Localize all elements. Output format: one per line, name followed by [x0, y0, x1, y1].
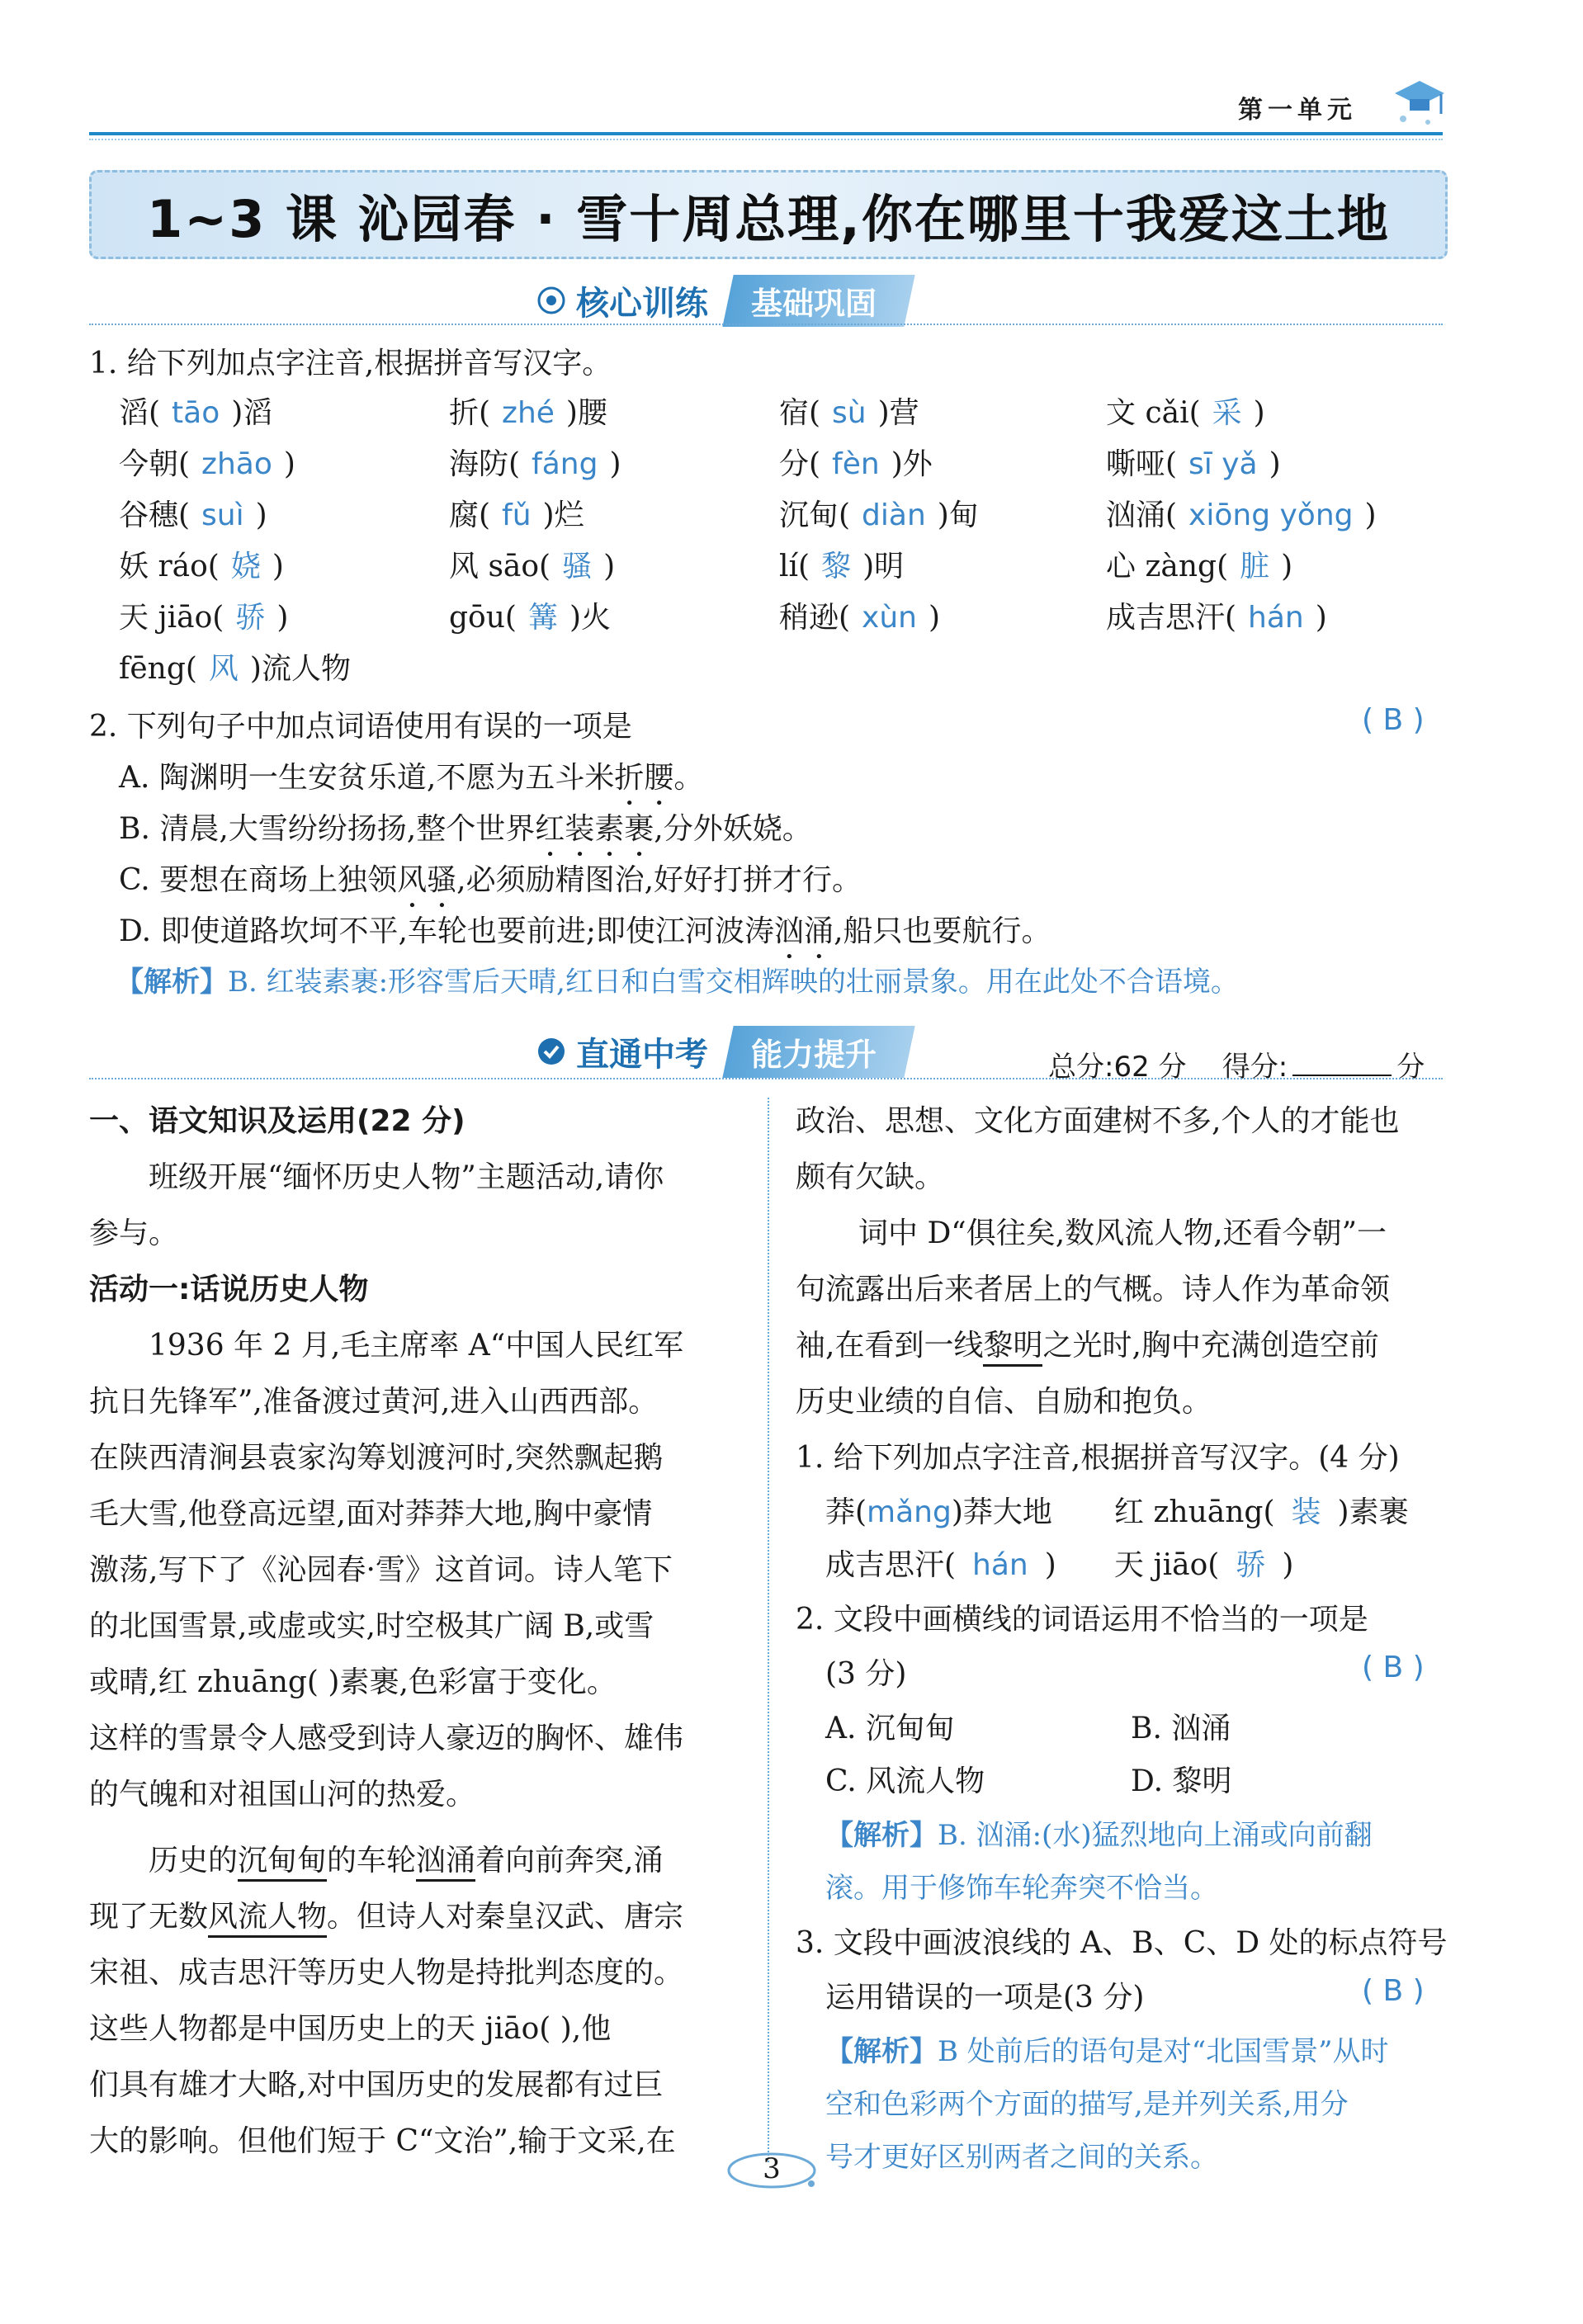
section-subtitle: 能力提升	[751, 1036, 877, 1073]
score-line: 总分:62 分 得分: 分	[1048, 1051, 1425, 1084]
rq1-item: 成吉思汗( hán )	[825, 1548, 1056, 1582]
passage-line: 历史业绩的自信、自励和抱负。	[796, 1385, 1212, 1419]
rq2-explanation-cont: 滚。用于修饰车轮奔突不恰当。	[825, 1872, 1218, 1905]
q1-item: 折( zhé )腰	[449, 396, 607, 430]
section-rule	[89, 324, 1443, 325]
q2-answer: ( B )	[1362, 703, 1425, 737]
q1-answer: sī yǎ	[1188, 447, 1258, 481]
q1-item: 今朝( zhāo )	[119, 447, 295, 481]
passage-line: 宋祖、成吉思汗等历史人物是持批判态度的。	[89, 1956, 684, 1990]
header-rule-dotted	[89, 139, 1443, 140]
passage-line: 袖,在看到一线黎明之光时,胸中充满创造空前	[796, 1322, 1379, 1364]
q1-answer: xiōng yǒng	[1188, 498, 1354, 532]
rq3-answer: ( B )	[1362, 1974, 1425, 2008]
activity-heading: 活动一:话说历史人物	[89, 1273, 369, 1306]
rq3-explanation-cont: 号才更好区别两者之间的关系。	[825, 2141, 1218, 2174]
passage-line: 们具有雄才大略,对中国历史的发展都有过巨	[89, 2068, 664, 2102]
q1-answer: 采	[1212, 396, 1242, 430]
target-icon	[536, 286, 566, 315]
q1-item: 滔( tāo )滔	[119, 396, 273, 430]
rq1-item: 天 jiāo( 骄 )	[1114, 1548, 1294, 1582]
q1-answer: zhé	[502, 396, 555, 430]
rq1-item: 莽(mǎng)莽大地	[825, 1495, 1052, 1529]
q1-item: 风 sāo( 骚 )	[449, 550, 616, 583]
q1-item: 汹涌( xiōng yǒng )	[1106, 498, 1377, 532]
rq3-explanation-cont: 空和色彩两个方面的描写,是并列关系,用分	[825, 2088, 1349, 2121]
q1-answer: xùn	[862, 601, 917, 635]
q1-item: 嘶哑( sī yǎ )	[1106, 447, 1281, 481]
q1-item: 腐( fǔ )烂	[449, 498, 584, 532]
rq2-option-c: C. 风流人物	[825, 1764, 985, 1798]
section-core-training	[536, 277, 910, 324]
part-heading: 一、语文知识及运用(22 分)	[89, 1104, 465, 1138]
lesson-title: 1~3 课 沁园春 · 雪十周总理,你在哪里十我爱这土地	[147, 188, 1390, 249]
passage-line: 大的影响。但他们短于 C“文治”,输于文采,在	[89, 2124, 676, 2158]
passage-line: 这些人物都是中国历史上的天 jiāo( ),他	[89, 2012, 612, 2046]
rq1-stem: 1. 给下列加点字注音,根据拼音写汉字。(4 分)	[796, 1441, 1400, 1475]
q1-answer: 娆	[230, 550, 261, 583]
passage-line: 词中 D“俱往矣,数风流人物,还看今朝”一	[858, 1216, 1387, 1250]
q1-item: fēng( 风 )流人物	[119, 652, 351, 686]
q1-item: gōu( 篝 )火	[449, 601, 612, 635]
rq2-answer: ( B )	[1362, 1651, 1425, 1684]
passage-line: 这样的雪景令人感受到诗人豪迈的胸怀、雄伟	[89, 1722, 684, 1755]
passage-line: 历史的沉甸甸的车轮汹涌着向前奔突,涌	[149, 1837, 664, 1879]
passage-line: 抗日先锋军”,准备渡过黄河,进入山西西部。	[89, 1385, 659, 1419]
rq2-option-b: B. 汹涌	[1131, 1712, 1231, 1745]
q1-answer: hán	[1248, 601, 1304, 635]
q2-option-b: B. 清晨,大雪纷纷扬扬,整个世界红装素裹,分外妖娆。	[119, 812, 812, 846]
q1-item: 天 jiāo( 骄 )	[119, 601, 289, 635]
q1-item: 心 zàng( 脏 )	[1106, 550, 1293, 583]
passage-line: 或晴,红 zhuāng( )素裹,色彩富于变化。	[89, 1665, 617, 1699]
rq2-explanation: 【解析】B. 汹涌:(水)猛烈地向上涌或向前翻	[825, 1819, 1373, 1852]
q1-answer: 风	[208, 652, 239, 686]
q1-answer: 脏	[1240, 550, 1270, 583]
rq2-score: (3 分)	[825, 1657, 907, 1691]
passage-line: 1936 年 2 月,毛主席率 A“中国人民红军	[149, 1329, 684, 1363]
q1-answer: zhāo	[201, 447, 272, 481]
q1-item: 文 cǎi( 采 )	[1106, 396, 1265, 430]
passage-line: 现了无数风流人物。但诗人对秦皇汉武、唐宗	[89, 1893, 683, 1935]
page-number: 3	[763, 2152, 781, 2185]
q1-item: 妖 ráo( 娆 )	[119, 550, 284, 583]
q1-item: 成吉思汗( hán )	[1106, 601, 1327, 635]
q1-answer: diàn	[862, 498, 926, 532]
section-rule	[89, 1078, 1443, 1079]
q1-item: 沉甸( diàn )甸	[779, 498, 979, 532]
rq3-stem-cont: 运用错误的一项是(3 分)	[825, 1981, 1145, 2015]
intro-line: 参与。	[89, 1216, 179, 1250]
q1-answer: suì	[201, 498, 244, 532]
q1-item: lí( 黎 )明	[779, 550, 905, 583]
q1-answer: fáng	[532, 447, 598, 481]
section-exam-prep	[536, 1028, 910, 1075]
q1-answer: fǔ	[502, 498, 532, 532]
q1-item: 宿( sù )营	[779, 396, 919, 430]
rq3-stem: 3. 文段中画波浪线的 A、B、C、D 处的标点符号	[796, 1926, 1448, 1960]
q1-item: 分( fèn )外	[779, 447, 933, 481]
q1-answer: 骚	[562, 550, 593, 583]
section-title: 核心训练	[576, 284, 708, 323]
q1-answer: sù	[832, 396, 867, 430]
passage-line: 的北国雪景,或虚或实,时空极其广阔 B,或雪	[89, 1609, 654, 1643]
passage-line: 激荡,写下了《沁园春·雪》这首词。诗人笔下	[89, 1553, 673, 1587]
q1-item: 稍逊( xùn )	[779, 601, 941, 635]
q1-item: 谷穗( suì )	[119, 498, 267, 532]
intro-line: 班级开展“缅怀历史人物”主题活动,请你	[149, 1160, 664, 1194]
rq2-option-a: A. 沉甸甸	[825, 1712, 955, 1745]
rq2-option-d: D. 黎明	[1131, 1764, 1232, 1798]
check-circle-icon	[536, 1037, 566, 1066]
q1-stem: 1. 给下列加点字注音,根据拼音写汉字。	[89, 347, 612, 380]
column-divider	[768, 1098, 769, 2162]
passage-line: 在陕西清涧县袁家沟筹划渡河时,突然飘起鹅	[89, 1441, 664, 1475]
graduation-cap-icon	[1387, 64, 1453, 130]
passage-line: 的气魄和对祖国山河的热爱。	[89, 1778, 476, 1811]
lesson-title-banner	[89, 170, 1448, 259]
score-blank[interactable]	[1292, 1075, 1392, 1076]
section-subtitle: 基础巩固	[751, 285, 877, 322]
header-rule	[89, 132, 1443, 135]
passage-line: 颇有欠缺。	[796, 1160, 945, 1194]
passage-line: 政治、思想、文化方面建树不多,个人的才能也	[796, 1104, 1400, 1138]
q1-answer: 篝	[527, 601, 558, 635]
q2-option-d: D. 即使道路坎坷不平,车轮也要前进;即使江河波涛汹涌,船只也要航行。	[119, 914, 1051, 948]
q2-option-a: A. 陶渊明一生安贫乐道,不愿为五斗米折腰。	[119, 761, 704, 795]
q1-item: 海防( fáng )	[449, 447, 621, 481]
section-title: 直通中考	[576, 1035, 708, 1074]
q1-answer: 黎	[821, 550, 852, 583]
rq2-stem: 2. 文段中画横线的词语运用不恰当的一项是	[796, 1603, 1368, 1637]
unit-label: 第一单元	[1238, 96, 1357, 125]
q1-answer: 骄	[235, 601, 266, 635]
q2-explanation: 【解析】B. 红装素裹:形容雪后天晴,红日和白雪交相辉映的壮丽景象。用在此处不合语境。	[116, 966, 1239, 999]
rq3-explanation: 【解析】B 处前后的语句是对“北国雪景”从时	[825, 2035, 1389, 2068]
q2-stem: 2. 下列句子中加点词语使用有误的一项是	[89, 710, 632, 744]
passage-line: 句流露出后来者居上的气概。诗人作为革命领	[796, 1273, 1391, 1306]
passage-line: 毛大雪,他登高远望,面对莽莽大地,胸中豪情	[89, 1497, 653, 1531]
rq1-item: 红 zhuāng( 装 )素裹	[1114, 1495, 1409, 1529]
q2-option-c: C. 要想在商场上独领风骚,必须励精图治,好好打拼才行。	[119, 863, 862, 897]
q1-answer: tāo	[172, 396, 220, 430]
q1-answer: fèn	[832, 447, 880, 481]
